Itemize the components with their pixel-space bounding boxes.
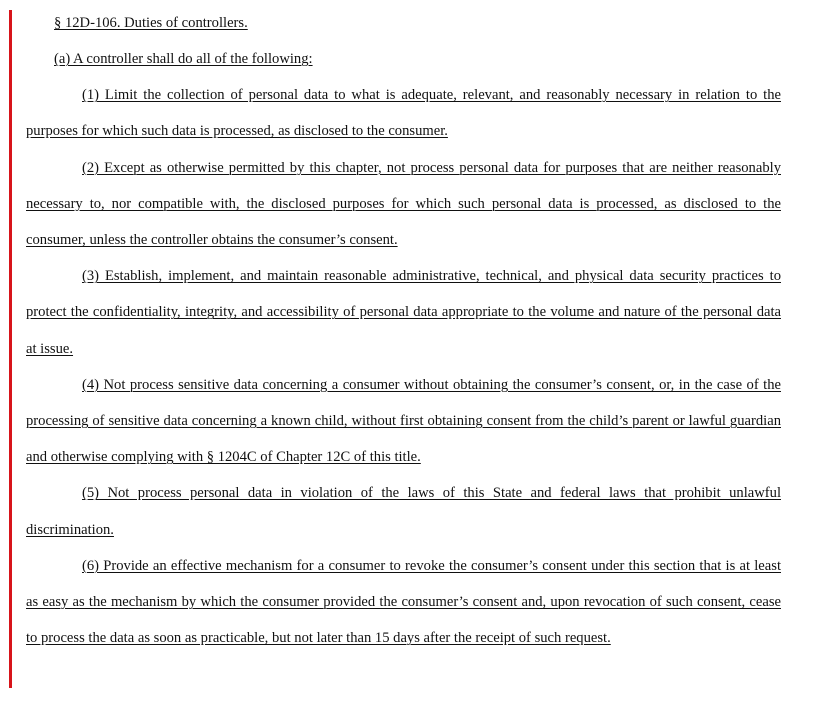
duty-item-6: (6) Provide an effective mechanism for a consumer to revoke the consumer’s consent under this section that is at least as easy as the mechanism by which the consumer provided the consumer’s consent and, upon revocation of such consent, cease to process the data as soon as practicable, but not later than 15 days after the receipt of such request. [26,557,781,647]
duty-item-2: (2) Except as otherwise permitted by this chapter, not process personal data for purposes that are neither reasonably necessary to, nor compatible with, the disclosed purposes for which such personal data is processed, as disclosed to the consumer, unless the controller obtains the consumer’s consent. [26,159,781,249]
duty-item-3: (3) Establish, implement, and maintain reasonable administrative, technical, and physical data security practices to protect the confidentiality, integrity, and accessibility of personal data appropriate to the volume and nature of the personal data at issue. [26,268,781,357]
revision-change-bar [9,10,12,688]
subsection-intro: (a) A controller shall do all of the following: [54,51,313,67]
section-heading: § 12D-106. Duties of controllers. [54,15,248,31]
statute-text [26,0,781,656]
duty-item-4: (4) Not process sensitive data concerning a consumer without obtaining the consumer’s consent, or, in the case of the processing of sensitive data concerning a known child, without first obtaining consent from the child’s parent or lawful guardian and otherwise complying with § 1204C of Chapter 12C of this title. [26,376,781,466]
duty-item-5: (5) Not process personal data in violation of the laws of this State and federal laws that prohibit unlawful discrimination. [26,485,781,538]
duty-item-1: (1) Limit the collection of personal data to what is adequate, relevant, and reasonably necessary in relation to the purposes for which such data is processed, as disclosed to the consumer. [26,87,781,140]
